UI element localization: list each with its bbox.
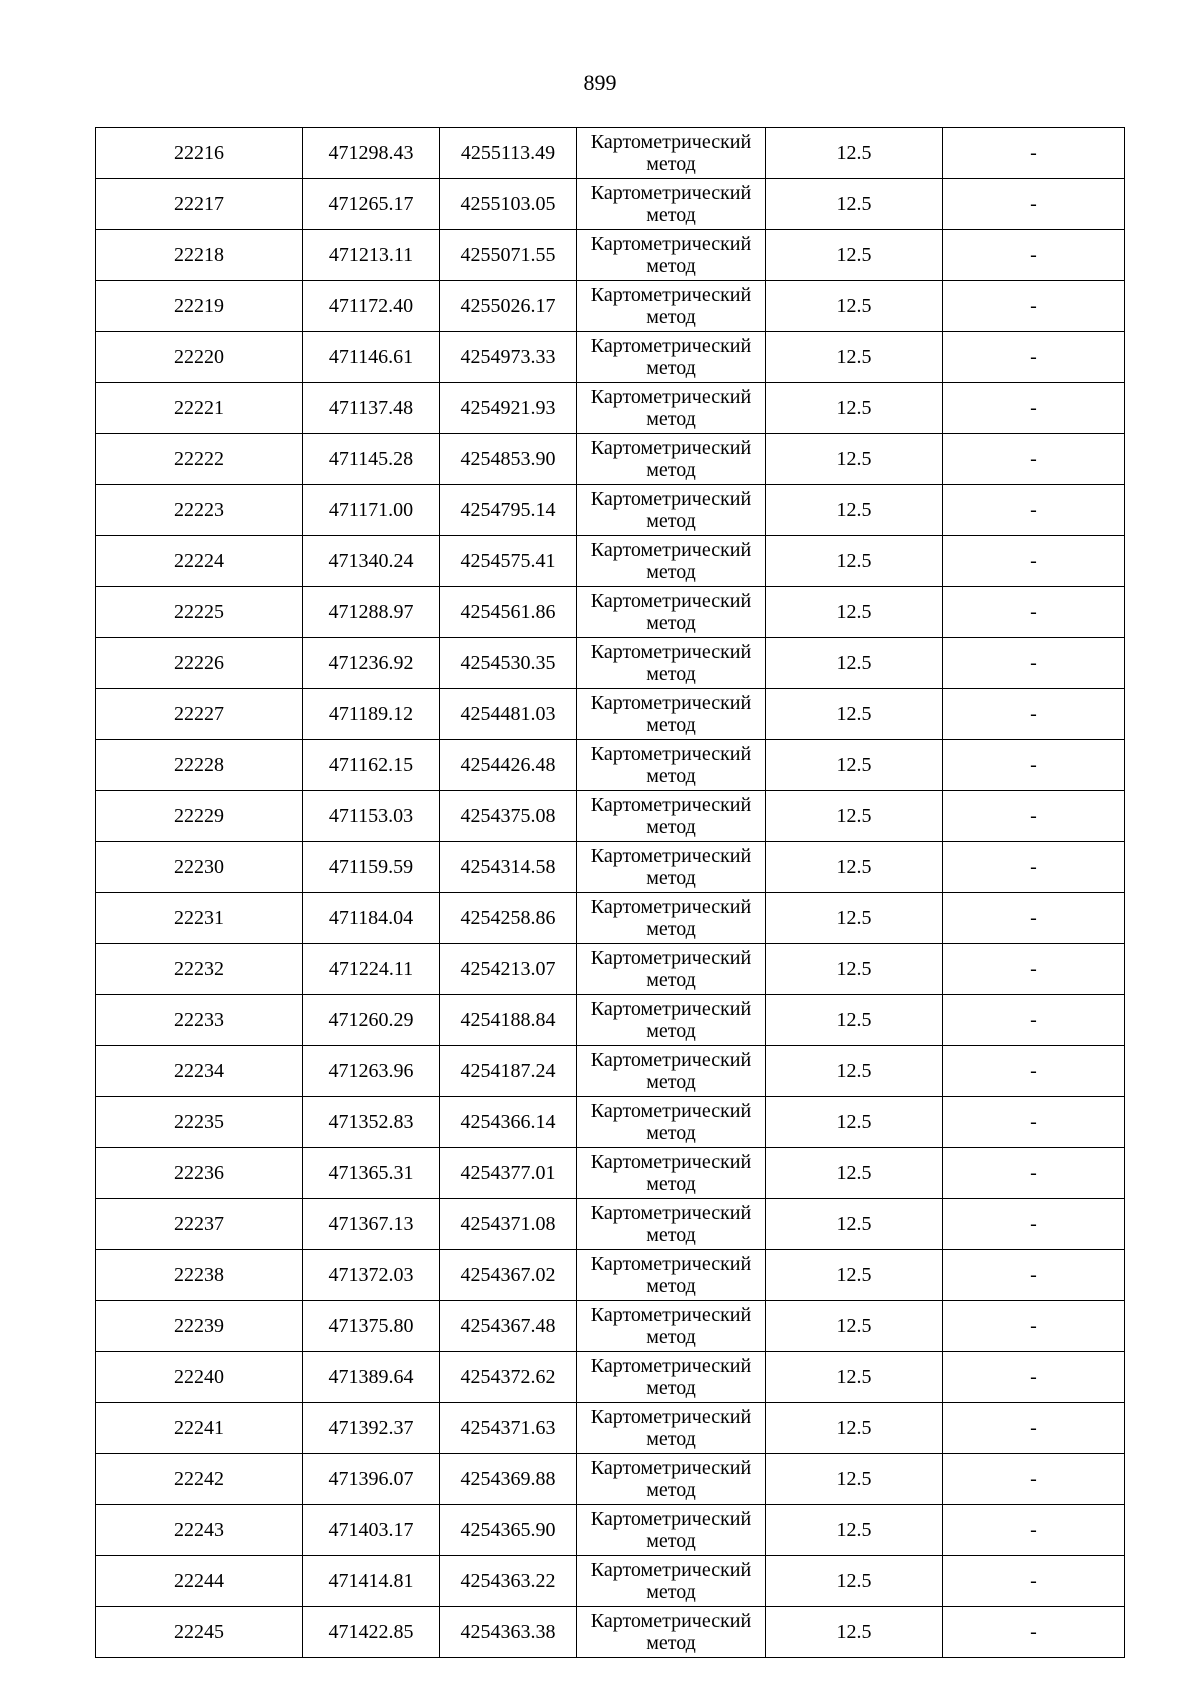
method-line-1: Картометрический [590,1151,752,1173]
note-cell: - [943,1199,1125,1250]
method-line-1: Картометрический [590,386,752,408]
method-line-1: Картометрический [590,1457,752,1479]
method-cell [577,1607,766,1658]
point-number-cell: 22235 [96,1097,303,1148]
table-row [96,842,1125,893]
point-number-cell: 22221 [96,383,303,434]
table-row [96,995,1125,1046]
table-row [96,944,1125,995]
note-cell: - [943,1250,1125,1301]
y-coordinate-cell: 4254372.62 [440,1352,577,1403]
method-line-1: Картометрический [590,590,752,612]
method-line-2: метод [646,1326,696,1348]
note-cell: - [943,638,1125,689]
note-cell: - [943,128,1125,179]
point-number-cell: 22224 [96,536,303,587]
method-cell [577,230,766,281]
y-coordinate-cell: 4254187.24 [440,1046,577,1097]
method-line-2: метод [646,1377,696,1399]
accuracy-cell: 12.5 [766,1046,943,1097]
x-coordinate-cell: 471414.81 [303,1556,440,1607]
method-line-1: Картометрический [590,1202,752,1224]
accuracy-cell: 12.5 [766,1454,943,1505]
table-row [96,485,1125,536]
accuracy-cell: 12.5 [766,740,943,791]
table-row [96,1199,1125,1250]
x-coordinate-cell: 471298.43 [303,128,440,179]
note-cell: - [943,332,1125,383]
table-body [96,128,1125,1658]
point-number-cell: 22232 [96,944,303,995]
accuracy-cell: 12.5 [766,128,943,179]
method-cell [577,1505,766,1556]
y-coordinate-cell: 4254369.88 [440,1454,577,1505]
method-line-2: метод [646,1275,696,1297]
point-number-cell: 22226 [96,638,303,689]
method-line-1: Картометрический [590,998,752,1020]
method-line-1: Картометрический [590,539,752,561]
y-coordinate-cell: 4254481.03 [440,689,577,740]
y-coordinate-cell: 4254363.22 [440,1556,577,1607]
method-line-2: метод [646,969,696,991]
point-number-cell: 22233 [96,995,303,1046]
x-coordinate-cell: 471172.40 [303,281,440,332]
method-cell [577,1199,766,1250]
table-row [96,434,1125,485]
note-cell: - [943,434,1125,485]
accuracy-cell: 12.5 [766,842,943,893]
table-row [96,1148,1125,1199]
method-line-1: Картометрический [590,1355,752,1377]
note-cell: - [943,230,1125,281]
x-coordinate-cell: 471171.00 [303,485,440,536]
x-coordinate-cell: 471236.92 [303,638,440,689]
method-line-2: метод [646,1020,696,1042]
method-cell [577,434,766,485]
table-row [96,383,1125,434]
note-cell: - [943,1403,1125,1454]
point-number-cell: 22237 [96,1199,303,1250]
method-line-1: Картометрический [590,284,752,306]
y-coordinate-cell: 4255113.49 [440,128,577,179]
accuracy-cell: 12.5 [766,587,943,638]
y-coordinate-cell: 4254377.01 [440,1148,577,1199]
method-line-2: метод [646,867,696,889]
method-line-2: метод [646,357,696,379]
accuracy-cell: 12.5 [766,485,943,536]
point-number-cell: 22240 [96,1352,303,1403]
method-line-1: Картометрический [590,1304,752,1326]
y-coordinate-cell: 4254575.41 [440,536,577,587]
method-line-1: Картометрический [590,182,752,204]
accuracy-cell: 12.5 [766,1199,943,1250]
method-line-1: Картометрический [590,1049,752,1071]
method-line-1: Картометрический [590,1100,752,1122]
method-line-1: Картометрический [590,794,752,816]
point-number-cell: 22231 [96,893,303,944]
x-coordinate-cell: 471189.12 [303,689,440,740]
method-cell [577,128,766,179]
method-line-1: Картометрический [590,896,752,918]
x-coordinate-cell: 471375.80 [303,1301,440,1352]
point-number-cell: 22244 [96,1556,303,1607]
y-coordinate-cell: 4254363.38 [440,1607,577,1658]
method-cell [577,179,766,230]
point-number-cell: 22217 [96,179,303,230]
point-number-cell: 22243 [96,1505,303,1556]
table-row [96,791,1125,842]
method-line-1: Картометрический [590,1406,752,1428]
x-coordinate-cell: 471146.61 [303,332,440,383]
accuracy-cell: 12.5 [766,1556,943,1607]
table-row [96,1301,1125,1352]
method-cell [577,587,766,638]
x-coordinate-cell: 471352.83 [303,1097,440,1148]
accuracy-cell: 12.5 [766,995,943,1046]
method-line-1: Картометрический [590,437,752,459]
method-cell [577,1352,766,1403]
method-line-1: Картометрический [590,947,752,969]
method-cell [577,1148,766,1199]
x-coordinate-cell: 471403.17 [303,1505,440,1556]
point-number-cell: 22222 [96,434,303,485]
point-number-cell: 22219 [96,281,303,332]
accuracy-cell: 12.5 [766,536,943,587]
x-coordinate-cell: 471367.13 [303,1199,440,1250]
table-row [96,536,1125,587]
method-line-2: метод [646,408,696,430]
point-number-cell: 22230 [96,842,303,893]
accuracy-cell: 12.5 [766,332,943,383]
table-row [96,1556,1125,1607]
method-cell [577,1556,766,1607]
method-line-1: Картометрический [590,1508,752,1530]
method-line-2: метод [646,663,696,685]
accuracy-cell: 12.5 [766,893,943,944]
point-number-cell: 22218 [96,230,303,281]
note-cell: - [943,179,1125,230]
x-coordinate-cell: 471145.28 [303,434,440,485]
y-coordinate-cell: 4254375.08 [440,791,577,842]
accuracy-cell: 12.5 [766,1097,943,1148]
x-coordinate-cell: 471422.85 [303,1607,440,1658]
accuracy-cell: 12.5 [766,1148,943,1199]
method-cell [577,944,766,995]
note-cell: - [943,1097,1125,1148]
y-coordinate-cell: 4254530.35 [440,638,577,689]
method-line-2: метод [646,306,696,328]
x-coordinate-cell: 471340.24 [303,536,440,587]
method-cell [577,638,766,689]
note-cell: - [943,842,1125,893]
x-coordinate-cell: 471263.96 [303,1046,440,1097]
method-cell [577,1454,766,1505]
accuracy-cell: 12.5 [766,689,943,740]
method-cell [577,383,766,434]
x-coordinate-cell: 471162.15 [303,740,440,791]
note-cell: - [943,1505,1125,1556]
table-row [96,1046,1125,1097]
method-line-2: метод [646,1479,696,1501]
method-line-2: метод [646,1122,696,1144]
note-cell: - [943,1607,1125,1658]
point-number-cell: 22241 [96,1403,303,1454]
y-coordinate-cell: 4254371.08 [440,1199,577,1250]
y-coordinate-cell: 4254853.90 [440,434,577,485]
point-number-cell: 22234 [96,1046,303,1097]
table-row [96,230,1125,281]
point-number-cell: 22239 [96,1301,303,1352]
method-line-1: Картометрический [590,743,752,765]
y-coordinate-cell: 4254367.48 [440,1301,577,1352]
note-cell: - [943,281,1125,332]
x-coordinate-cell: 471265.17 [303,179,440,230]
method-line-1: Картометрический [590,233,752,255]
table-row [96,1607,1125,1658]
x-coordinate-cell: 471365.31 [303,1148,440,1199]
method-cell [577,1250,766,1301]
method-line-2: метод [646,1581,696,1603]
method-line-2: метод [646,612,696,634]
accuracy-cell: 12.5 [766,434,943,485]
method-line-1: Картометрический [590,1253,752,1275]
accuracy-cell: 12.5 [766,1250,943,1301]
note-cell: - [943,1556,1125,1607]
note-cell: - [943,740,1125,791]
point-number-cell: 22220 [96,332,303,383]
method-line-2: метод [646,1173,696,1195]
method-cell [577,791,766,842]
x-coordinate-cell: 471396.07 [303,1454,440,1505]
method-line-1: Картометрический [590,1559,752,1581]
table-row [96,1352,1125,1403]
method-cell [577,740,766,791]
table-row [96,740,1125,791]
point-number-cell: 22223 [96,485,303,536]
method-line-2: метод [646,1428,696,1450]
note-cell: - [943,1046,1125,1097]
method-line-2: метод [646,1071,696,1093]
method-line-2: метод [646,1224,696,1246]
method-line-2: метод [646,765,696,787]
y-coordinate-cell: 4255103.05 [440,179,577,230]
y-coordinate-cell: 4254366.14 [440,1097,577,1148]
method-line-1: Картометрический [590,641,752,663]
point-number-cell: 22245 [96,1607,303,1658]
note-cell: - [943,944,1125,995]
x-coordinate-cell: 471372.03 [303,1250,440,1301]
method-cell [577,485,766,536]
y-coordinate-cell: 4254258.86 [440,893,577,944]
y-coordinate-cell: 4255071.55 [440,230,577,281]
note-cell: - [943,1301,1125,1352]
accuracy-cell: 12.5 [766,383,943,434]
page-number: 899 [583,70,617,95]
x-coordinate-cell: 471224.11 [303,944,440,995]
point-number-cell: 22229 [96,791,303,842]
accuracy-cell: 12.5 [766,1352,943,1403]
table-row [96,893,1125,944]
note-cell: - [943,1454,1125,1505]
method-cell [577,281,766,332]
method-line-2: метод [646,561,696,583]
table-row [96,1097,1125,1148]
method-line-2: метод [646,204,696,226]
method-cell [577,536,766,587]
method-cell [577,332,766,383]
point-number-cell: 22227 [96,689,303,740]
table-row [96,1403,1125,1454]
y-coordinate-cell: 4254371.63 [440,1403,577,1454]
method-cell [577,995,766,1046]
method-line-1: Картометрический [590,845,752,867]
method-line-2: метод [646,510,696,532]
point-number-cell: 22216 [96,128,303,179]
x-coordinate-cell: 471392.37 [303,1403,440,1454]
point-number-cell: 22228 [96,740,303,791]
accuracy-cell: 12.5 [766,944,943,995]
x-coordinate-cell: 471288.97 [303,587,440,638]
method-cell [577,1097,766,1148]
point-number-cell: 22225 [96,587,303,638]
y-coordinate-cell: 4255026.17 [440,281,577,332]
accuracy-cell: 12.5 [766,791,943,842]
method-line-2: метод [646,714,696,736]
accuracy-cell: 12.5 [766,1505,943,1556]
note-cell: - [943,536,1125,587]
method-cell [577,1403,766,1454]
y-coordinate-cell: 4254213.07 [440,944,577,995]
y-coordinate-cell: 4254367.02 [440,1250,577,1301]
x-coordinate-cell: 471389.64 [303,1352,440,1403]
method-cell [577,1046,766,1097]
method-line-1: Картометрический [590,335,752,357]
table-row [96,128,1125,179]
note-cell: - [943,995,1125,1046]
method-line-2: метод [646,918,696,940]
method-line-1: Картометрический [590,1610,752,1632]
table-row [96,689,1125,740]
method-cell [577,893,766,944]
x-coordinate-cell: 471137.48 [303,383,440,434]
y-coordinate-cell: 4254365.90 [440,1505,577,1556]
table-row [96,638,1125,689]
x-coordinate-cell: 471159.59 [303,842,440,893]
method-line-2: метод [646,1632,696,1654]
x-coordinate-cell: 471260.29 [303,995,440,1046]
method-cell [577,1301,766,1352]
point-number-cell: 22236 [96,1148,303,1199]
table-row [96,1250,1125,1301]
method-cell [577,842,766,893]
x-coordinate-cell: 471213.11 [303,230,440,281]
table-row [96,179,1125,230]
note-cell: - [943,689,1125,740]
y-coordinate-cell: 4254314.58 [440,842,577,893]
method-line-1: Картометрический [590,692,752,714]
note-cell: - [943,1352,1125,1403]
accuracy-cell: 12.5 [766,179,943,230]
point-number-cell: 22242 [96,1454,303,1505]
method-line-2: метод [646,459,696,481]
method-line-2: метод [646,1530,696,1552]
y-coordinate-cell: 4254426.48 [440,740,577,791]
accuracy-cell: 12.5 [766,638,943,689]
method-line-1: Картометрический [590,131,752,153]
method-cell [577,689,766,740]
method-line-2: метод [646,153,696,175]
table-row [96,281,1125,332]
x-coordinate-cell: 471153.03 [303,791,440,842]
table-row [96,1454,1125,1505]
note-cell: - [943,587,1125,638]
accuracy-cell: 12.5 [766,1301,943,1352]
x-coordinate-cell: 471184.04 [303,893,440,944]
y-coordinate-cell: 4254973.33 [440,332,577,383]
accuracy-cell: 12.5 [766,230,943,281]
y-coordinate-cell: 4254188.84 [440,995,577,1046]
note-cell: - [943,893,1125,944]
y-coordinate-cell: 4254561.86 [440,587,577,638]
table-row [96,332,1125,383]
table-row [96,1505,1125,1556]
note-cell: - [943,383,1125,434]
accuracy-cell: 12.5 [766,1403,943,1454]
point-number-cell: 22238 [96,1250,303,1301]
method-line-2: метод [646,816,696,838]
note-cell: - [943,791,1125,842]
method-line-2: метод [646,255,696,277]
coordinates-table [95,127,1125,1658]
y-coordinate-cell: 4254921.93 [440,383,577,434]
note-cell: - [943,485,1125,536]
accuracy-cell: 12.5 [766,281,943,332]
accuracy-cell: 12.5 [766,1607,943,1658]
method-line-1: Картометрический [590,488,752,510]
y-coordinate-cell: 4254795.14 [440,485,577,536]
table-row [96,587,1125,638]
note-cell: - [943,1148,1125,1199]
